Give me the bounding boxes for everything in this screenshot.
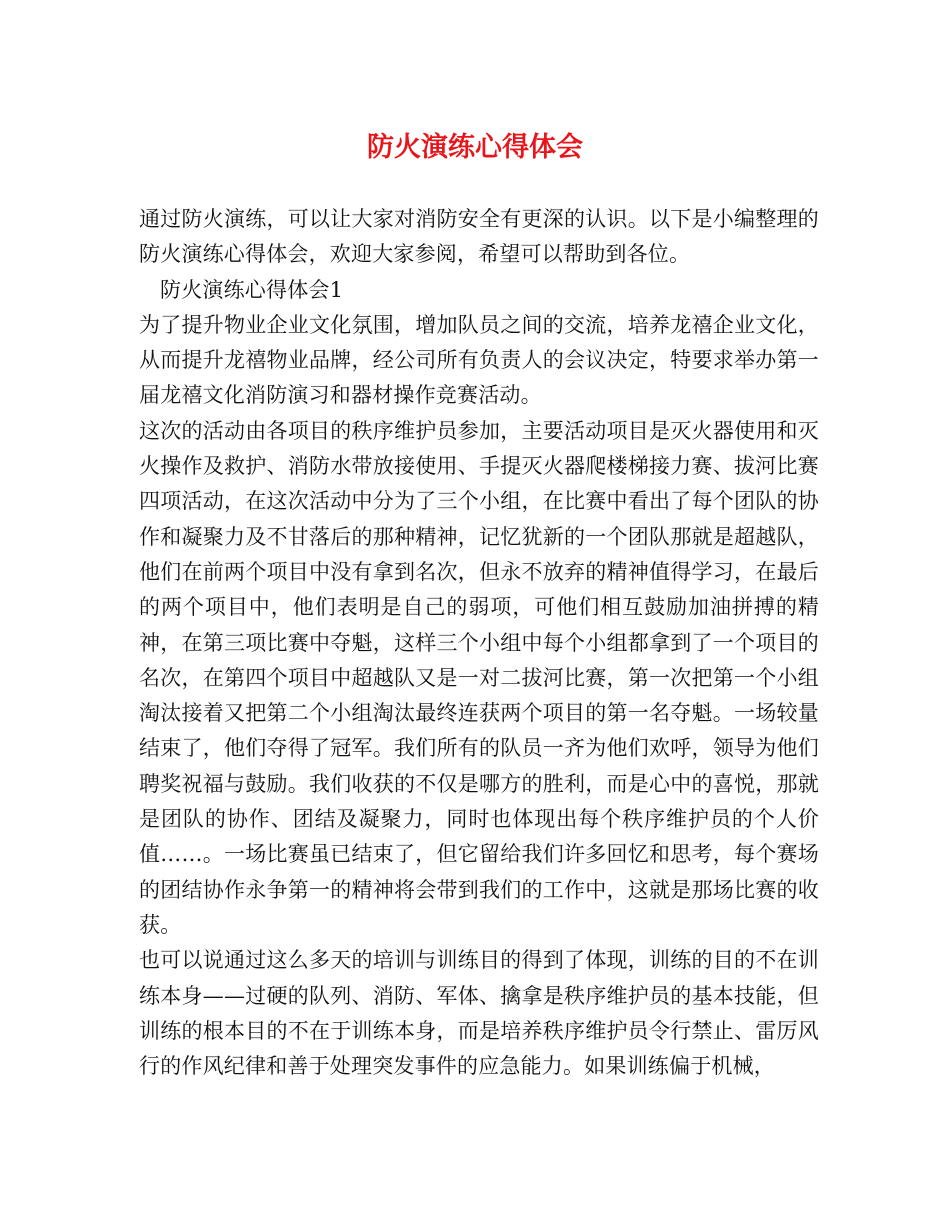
intro-paragraph: 通过防火演练，可以让大家对消防安全有更深的认识。以下是小编整理的防火演练心得体会，欢迎大家参阅，希望可以帮助到各位。: [139, 207, 819, 267]
document-title: 防火演练心得体会: [367, 132, 583, 163]
section-heading: 防火演练心得体会1: [160, 277, 344, 302]
body-paragraph: 为了提升物业企业文化氛围，增加队员之间的交流，培养龙禧企业文化，从而提升龙禧物业品牌，经公司所有负责人的会议决定，特要求举办第一届龙禧文化消防演习和器材操作竞赛活动。: [139, 312, 819, 408]
document-body: [139, 202, 819, 1084]
body-paragraph: 这次的活动由各项目的秩序维护员参加，主要活动项目是灭火器使用和灭火操作及救护、消防水带放接使用、手提灭火器爬楼梯接力赛、拔河比赛四项活动，在这次活动中分为了三个小组，在比赛中看出了每个团队的协作和凝聚力及不甘落后的那种精神，记忆犹新的一个团队那就是超越队，他们在前两个项目中没有拿到名次，但永不放弃的精神值得学习，在最后的两个项目中，他们表明是自己的弱项，可他们相互鼓励加油拼搏的精神，在第三项比赛中夺魁，这样三个小组中每个小组都拿到了一个项目的名次，在第四个项目中超越队又是一对二拔河比赛，第一次把第一个小组淘汰接着又把第二个小组淘汰最终连获两个项目的第一名夺魁。一场较量结束了，他们夺得了冠军。我们所有的队员一齐为他们欢呼，领导为他们聘奖祝福与鼓励。我们收获的不仅是哪方的胜利，而是心中的喜悦，那就是团队的协作、团结及凝聚力，同时也体现出每个秩序维护员的个人价值……。一场比赛虽已结束了，但它留给我们许多回忆和思考，每个赛场的团结协作永争第一的精神将会带到我们的工作中，这就是那场比赛的收获。: [139, 418, 819, 937]
body-paragraph: 也可以说通过这么多天的培训与训练目的得到了体现，训练的目的不在训练本身——过硬的队列、消防、军体、擒拿是秩序维护员的基本技能，但训练的根本目的不在于训练本身，而是培养秩序维护员令行禁止、雷厉风行的作风纪律和善于处理突发事件的应急能力。如果训练偏于机械，: [139, 948, 819, 1079]
